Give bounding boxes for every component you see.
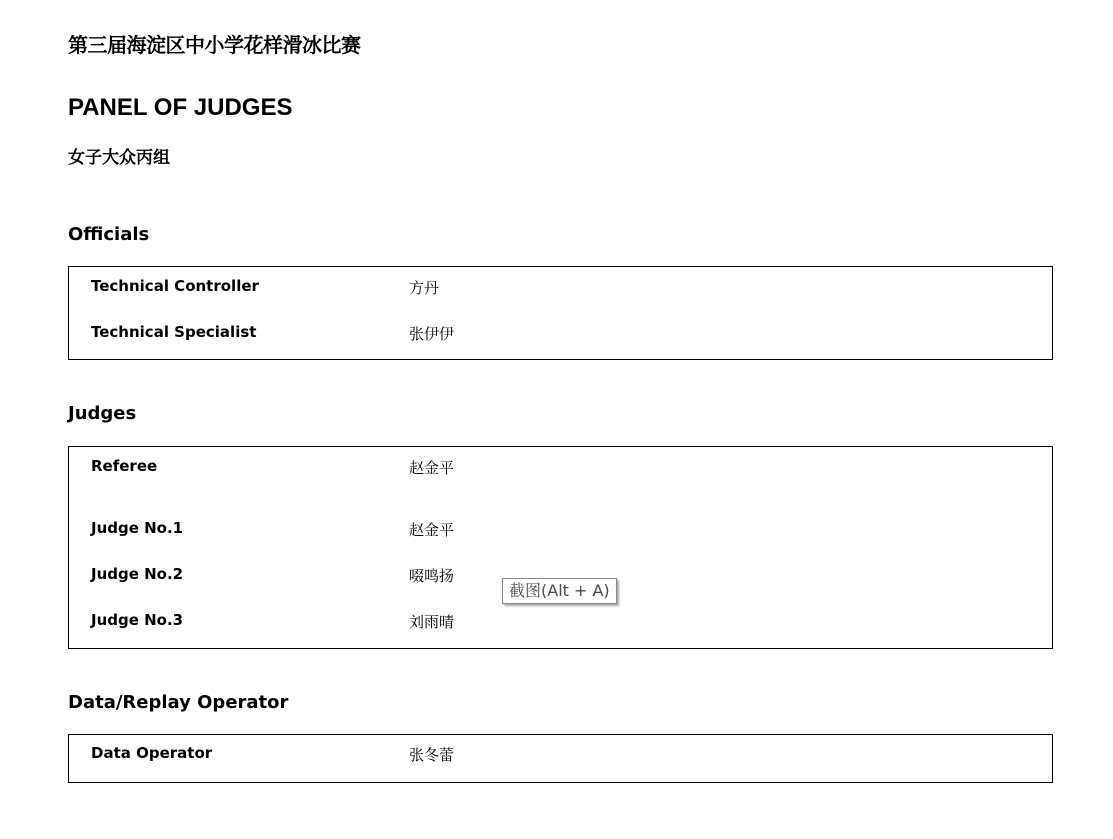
- person-name: 刘雨晴: [409, 613, 455, 631]
- role-label: Judge No.3: [91, 611, 184, 629]
- table-row: [69, 323, 1052, 347]
- table-row: [69, 457, 1052, 481]
- person-name: 赵金平: [409, 521, 455, 539]
- category-title: 女子大众丙组: [68, 148, 170, 168]
- judges-heading: Judges: [68, 403, 137, 424]
- table-row: [69, 519, 1052, 543]
- screenshot-tooltip: 截图(Alt + A): [502, 578, 617, 604]
- data-replay-table: [68, 734, 1053, 783]
- person-name: 赵金平: [409, 459, 455, 477]
- role-label: Data Operator: [91, 744, 213, 762]
- role-label: Judge No.2: [91, 565, 184, 583]
- role-label: Technical Controller: [91, 277, 259, 295]
- person-name: 张伊伊: [409, 325, 455, 343]
- data-replay-heading: Data/Replay Operator: [68, 692, 289, 713]
- role-label: Referee: [91, 457, 158, 475]
- person-name: 张冬蕾: [409, 746, 455, 764]
- officials-heading: Officials: [68, 224, 150, 245]
- table-row: [69, 277, 1052, 301]
- person-name: 方丹: [409, 279, 440, 297]
- table-row: [69, 611, 1052, 635]
- panel-title: PANEL OF JUDGES: [68, 94, 293, 121]
- judges-table: [68, 446, 1053, 649]
- officials-table: [68, 266, 1053, 360]
- role-label: Judge No.1: [91, 519, 184, 537]
- event-title: 第三届海淀区中小学花样滑冰比赛: [68, 33, 361, 57]
- role-label: Technical Specialist: [91, 323, 257, 341]
- person-name: 啜鸣扬: [409, 567, 455, 585]
- table-row: [69, 744, 1052, 768]
